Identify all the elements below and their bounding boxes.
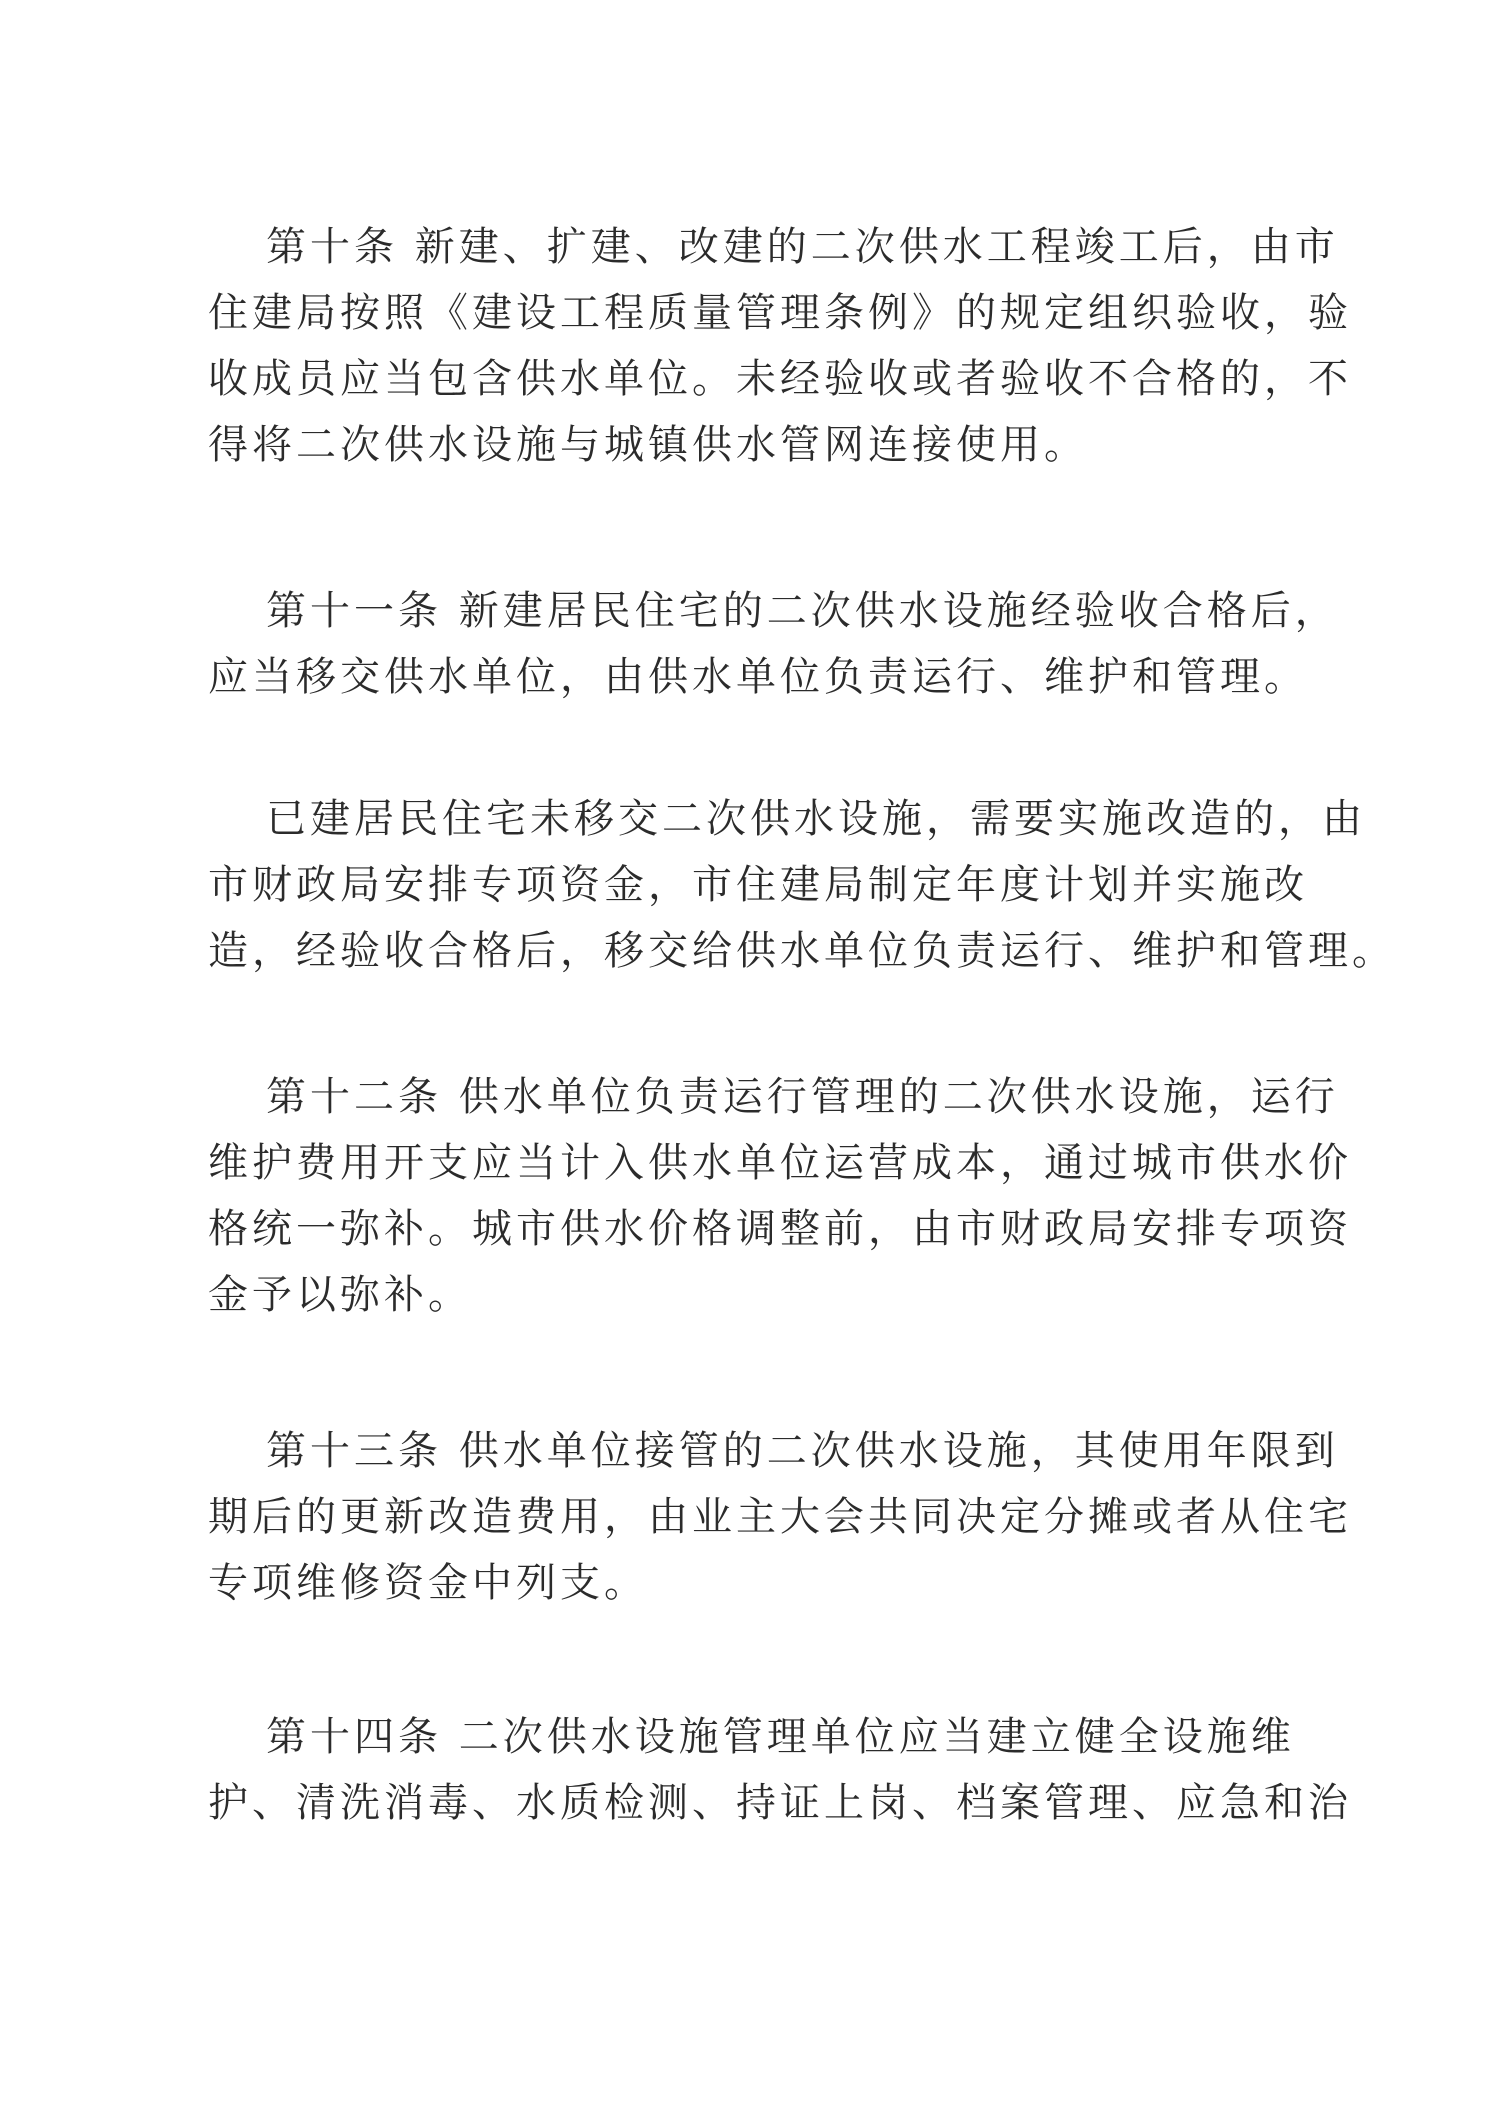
- text-line: 造，经验收合格后，移交给供水单位负责运行、维护和管理。: [208, 928, 1396, 974]
- article-12-paragraph: [208, 1064, 1352, 1328]
- text-line: 住建局按照《建设工程质量管理条例》的规定组织验收，验: [208, 290, 1352, 336]
- text-line: 第十条 新建、扩建、改建的二次供水工程竣工后，由市: [266, 224, 1339, 270]
- article-11-second-paragraph: [208, 786, 1396, 984]
- text-line: 第十四条 二次供水设施管理单位应当建立健全设施维: [266, 1714, 1295, 1760]
- article-11-paragraph: [208, 578, 1339, 710]
- text-line: 市财政局安排专项资金，市住建局制定年度计划并实施改: [208, 862, 1308, 908]
- text-line: 专项维修资金中列支。: [208, 1560, 648, 1606]
- text-line: 第十三条 供水单位接管的二次供水设施，其使用年限到: [266, 1428, 1339, 1474]
- text-line: 收成员应当包含供水单位。未经验收或者验收不合格的，不: [208, 356, 1352, 402]
- text-line: 第十二条 供水单位负责运行管理的二次供水设施，运行: [266, 1074, 1339, 1120]
- text-line: 第十一条 新建居民住宅的二次供水设施经验收合格后，: [266, 588, 1339, 634]
- text-line: 金予以弥补。: [208, 1272, 472, 1318]
- text-line: 护、清洗消毒、水质检测、持证上岗、档案管理、应急和治: [208, 1780, 1352, 1826]
- text-line: 期后的更新改造费用，由业主大会共同决定分摊或者从住宅: [208, 1494, 1352, 1540]
- text-line: 维护费用开支应当计入供水单位运营成本，通过城市供水价: [208, 1140, 1352, 1186]
- text-line: 得将二次供水设施与城镇供水管网连接使用。: [208, 422, 1088, 468]
- article-14-paragraph: [208, 1704, 1352, 1836]
- article-13-paragraph: [208, 1418, 1352, 1616]
- text-line: 应当移交供水单位，由供水单位负责运行、维护和管理。: [208, 654, 1308, 700]
- text-line: 格统一弥补。城市供水价格调整前，由市财政局安排专项资: [208, 1206, 1352, 1252]
- text-line: 已建居民住宅未移交二次供水设施，需要实施改造的，由: [266, 796, 1366, 842]
- article-10-paragraph: [208, 214, 1352, 478]
